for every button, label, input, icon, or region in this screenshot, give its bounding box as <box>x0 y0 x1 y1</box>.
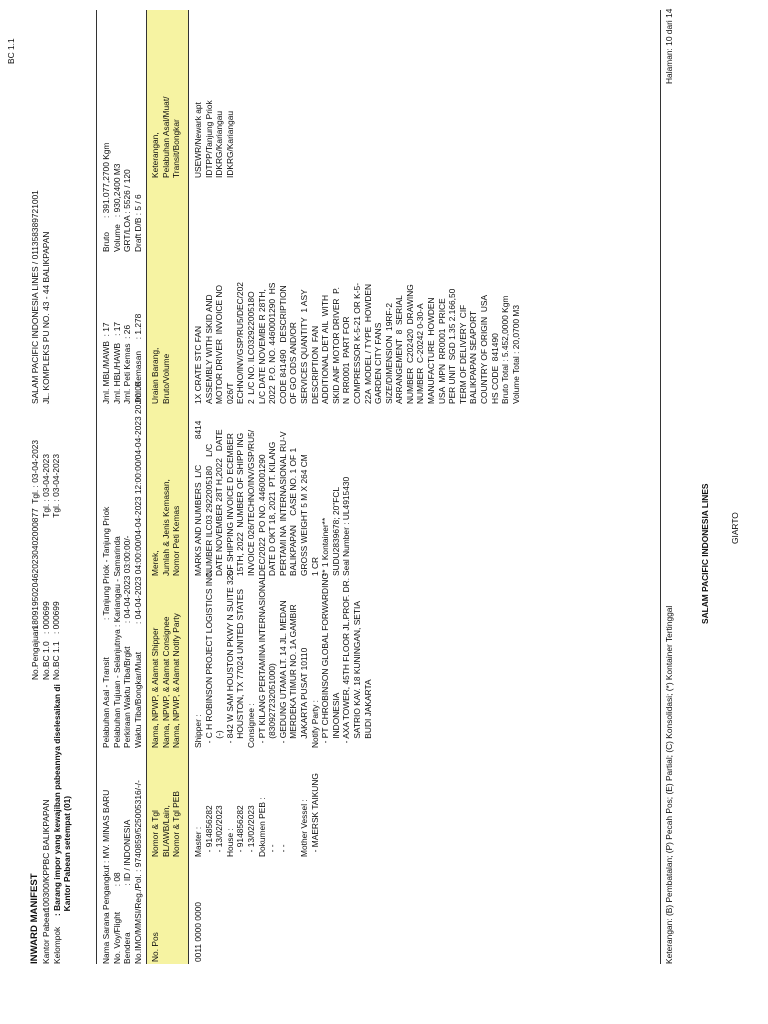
merek-line: INVOICE 026/TECHNO/INV/GSP/RU5/ <box>245 429 256 576</box>
imo-row: No.IMO/MMSI/Reg./Pol. : 9740859/525005316/-/- <box>132 780 143 964</box>
carrier-name: SALAM PACIFIC INDONESIA LINES / 011358389721001 <box>30 190 40 404</box>
row-parties-column <box>193 569 373 748</box>
keterangan-line: USEWR/Newark apt <box>193 102 203 178</box>
col-header-no-pos: No. Pos <box>150 932 160 962</box>
header-office-row: Kantor Pabean: 100300/KPPBC BALIKPAPAN <box>41 799 51 964</box>
grt-loa-row: GRT/LOA : 5526 / 120 <box>122 169 133 252</box>
page-label: BC 1.1 <box>6 38 16 64</box>
uraian-line: 1X CRATE STC FAN <box>193 325 203 404</box>
row-keterangan-column <box>193 100 235 178</box>
footer-page: Halaman: 10 dari 14 <box>664 8 674 84</box>
uraian-line: L/C DATE NOVEMBE R 28TH, <box>256 289 267 404</box>
merek-line: 15TH, 2022 NUMBER OF SHIPP ING <box>235 432 246 576</box>
party-line: (830927232051000) <box>267 663 278 748</box>
uraian-line: Bruto Total : 5.452,0000 Kgm <box>500 295 511 404</box>
uraian-line: CODE 841490 DESCRIPTION <box>277 285 288 404</box>
merek-line: GROSS WEIGHT 5 M X 264 CM <box>298 454 309 576</box>
merek-line: DEC/2022 PO NO. 4460001290 <box>256 454 267 576</box>
carrier-address: JL. KOMPLEKS PU NO. 43 - 44 BALIKPAPAN <box>40 231 51 404</box>
rule-footer <box>660 10 661 964</box>
party-line: Shipper : <box>193 714 203 748</box>
party-line: Consignee : <box>245 703 256 748</box>
party-line: SATRIO KAV. 18 KUNINGAN, SETIA <box>351 601 362 748</box>
uraian-line: 026/T <box>224 382 235 404</box>
uraian-line: ECHNO/INV/GSP/RU5/DEC/202 <box>235 282 246 404</box>
header-mid-block <box>30 440 62 680</box>
uraian-line: GARDEN CITY FANS <box>373 322 384 404</box>
uraian-line: 22A MODEL / TYPE HOWDEN <box>362 283 373 404</box>
bl-line: Mother Vessel : <box>298 799 309 857</box>
col-header-nomor: Nomor & Tgl BL/AWB/Lain, Nomor & Tgl PEB <box>150 791 182 857</box>
bl-line: - 13/02/2023 <box>245 805 256 857</box>
party-line: - GEDUNG UTAMA LT. 14 JL. MEDAN <box>277 600 288 748</box>
weight-info <box>101 143 143 252</box>
party-line: - AXA TOWER, 45TH FLOOR JL.PROF. DR. <box>341 577 352 748</box>
party-line: BUDI JAKARTA <box>362 679 373 748</box>
document-title: INWARD MANIFEST <box>29 873 40 964</box>
count-mbl-row: Jml. MBL/MAWB : 17 <box>101 322 111 404</box>
eta-row: Perkiraan Waktu Tiba/Brgkt : 04-04-2023 03:00:00/- <box>122 535 133 748</box>
draft-row: Draft D/B : 5 / 6 <box>132 194 143 252</box>
col-header-parties: Nama, NPWP, & Alamat Shipper Nama, NPWP, & Alamat Consignee Nama, NPWP, & Alamat Notify Party <box>150 613 182 748</box>
party-line: (-) <box>214 730 225 748</box>
count-info <box>101 314 143 404</box>
merek-line: SUDU2839678; 20"FCL <box>330 486 341 576</box>
party-line: - 842 W SAM HOUSTON PKWY N SUITE 325 <box>224 570 235 748</box>
uraian-line: DESCRIPTION FAN <box>309 325 320 404</box>
uraian-line: OF GO ODS AND/OR <box>288 322 299 404</box>
header-left-block <box>41 684 73 964</box>
party-line: JAKARTA PUSAT 10110 <box>298 647 309 748</box>
bl-line: - MAERSK TAIKUNG <box>309 773 320 857</box>
arrival-unload-row: Waktu Tiba/Bongkar/Muat : 04-04-2023 04:00:00/04-04-2023 12:00:00/04-04-2023 20:00:00 <box>132 381 143 748</box>
merek-line: OF SHIPPING INVOICE D ECEMBER <box>224 433 235 576</box>
uraian-line: SKID ANF MOTOR DRIVER P. <box>330 287 341 404</box>
uraian-line: ARRANGEMENT 8 SERIAL <box>394 295 405 404</box>
bl-line: Master : <box>193 826 203 857</box>
uraian-line: TERM OF DELIVERY CIF <box>457 304 468 404</box>
uraian-line: MANUFACTURE HOWDEN <box>426 297 437 404</box>
rule-header-bottom <box>188 10 189 964</box>
party-line: INDONESIA <box>330 692 341 748</box>
volume-row: Volume : 930,2400 M3 <box>111 163 122 252</box>
uraian-line: NUMBER C-20242 0-30-A <box>415 303 426 404</box>
merek-line: DATE D OKT 18, 2021 PT. KILANG <box>267 441 278 576</box>
bl-line: - 914856282 <box>203 805 214 857</box>
merek-line: PERTAMI NA INTERNASIONAL RU-V <box>277 431 288 576</box>
footer-note: Keterangan: (B) Pembatalan; (P) Pecah Pos; (E) Partial; (C) Konsolidasi; (*) Kontainer Tertinggal <box>664 605 674 964</box>
uraian-line: MOTOR DRIVER INVOICE NO <box>214 285 225 404</box>
rule-top <box>96 10 97 964</box>
uraian-line: PER UNIT SGD 1.35 2.166,50 <box>447 288 458 404</box>
uraian-line: 2 L/C NO. ILC03292200518O <box>245 291 256 404</box>
row-bl-column <box>193 773 320 857</box>
count-hbl-row: Jml. HBL/HAWB : 17 <box>111 321 122 404</box>
col-header-merek: Merek, Jumlah & Jenis Kemasan, Nomor Peti Kemas <box>150 479 182 576</box>
carrier-block <box>30 190 51 404</box>
uraian-line: Volume Total : 20,0700 M3 <box>510 304 521 404</box>
bl-line: - 13/02/2023 <box>214 805 225 857</box>
uraian-line: 2022 P.O. NO. 4460001290 HS <box>267 282 278 404</box>
header-group-row: Kelompok: Barang impor yang kewajiban pabeannya diselesaikan di <box>51 684 62 964</box>
route-destination-row: Pelabuhan Tujuan - Selanjutnya : Kariangau - Samarinda <box>111 536 122 748</box>
merek-line: DATE NOVEMBER 28T H,2022 DATE <box>214 429 225 576</box>
uraian-line: ADDITIONAL DET AIL WITH <box>320 294 331 404</box>
gross-weight-row: Bruto : 391.077,2700 Kgm <box>101 142 111 252</box>
bl-line <box>288 773 299 857</box>
bl-line: - - <box>267 844 278 857</box>
uraian-line: HS CODE 841490 <box>489 333 500 404</box>
footer-company: SALAM PACIFIC INDONESIA LINES <box>700 483 710 624</box>
flag-row: Bendera : ID / INDONESIA <box>122 819 133 964</box>
merek-line: BALIKPAPAN CASE NO. 1 OF 1 <box>288 447 299 576</box>
uraian-line: SIZE/DIMENSION 19RF-2 <box>383 303 394 404</box>
header-submission-row: No.Pengajuan: 18091950204620230402000877 Tgl. : 03-04-2023 <box>30 439 40 680</box>
party-line: Notify Party : <box>309 700 320 748</box>
header-bc11-row: No.BC 1.1: 000699 Tgl. : 03-04-2023 <box>51 454 62 680</box>
row-merek-column <box>193 421 352 576</box>
bl-line: - - <box>277 844 288 857</box>
merek-line: 1 CR <box>309 556 320 576</box>
party-line: - PT KILANG PERTAMINA INTERNASIONAL <box>256 574 267 748</box>
route-origin-row: Pelabuhan Asal - Transit : Tanjung Priok - Tanjung Priok <box>101 506 111 748</box>
uraian-line: N RR0001 PART FOR <box>341 316 352 404</box>
uraian-line: BALIKPAPAN SEAPORT <box>468 310 479 404</box>
uraian-line: COMPRESSOR K-5-21 OR K-5- <box>351 283 362 404</box>
uraian-line: NUMBER C202420 DRAWING <box>404 284 415 404</box>
merek-line: Seal Number : UL4915430 <box>341 476 352 576</box>
route-info <box>101 381 143 748</box>
party-line: - C H ROBINSON PROJECT LOGISTICS INC. <box>203 569 214 748</box>
uraian-line: USA MPN RR0001 PRICE <box>436 298 447 404</box>
col-header-keterangan: Keterangan, Pelabuhan Asal/Muat/ Transit/Bongkar <box>150 96 182 178</box>
keterangan-line: IDKRG/Kariangau <box>224 110 235 178</box>
bl-line: Dokumen PEB : <box>256 797 267 857</box>
uraian-line: COUNTRY OF ORIGIN USA <box>479 294 490 404</box>
footer-signer: GIARTO <box>730 512 740 544</box>
col-header-uraian: Uraian Barang, Bruto/Volume <box>150 347 171 404</box>
merek-line: ** 1 Kontainer** <box>320 517 331 576</box>
vessel-info <box>101 780 143 964</box>
merek-line: MARKS AND NUMBERS L/C 8414 <box>193 420 203 576</box>
bl-line: - 914856282 <box>235 805 246 857</box>
voyage-row: No. Voy/Flight : 08 <box>111 872 122 964</box>
bl-line: House : <box>224 828 235 857</box>
merek-line: NUMBER ILC03 2922005180 L/C <box>203 443 214 576</box>
party-line: - PT CHROBINSON GLOBAL FORWARDING <box>320 573 331 748</box>
rule-header-top <box>146 10 147 964</box>
uraian-line: SERVICES QUANTITY 1 ASY <box>298 289 309 404</box>
uraian-line: ASSEMBLY WITH SKID AND <box>203 294 214 404</box>
row-pos-number: 0011 0000 0000 <box>193 902 203 962</box>
header-group-row-2: Kantor Pabean setempat (01) <box>62 795 73 916</box>
keterangan-line: IDKRG/Kariangau <box>214 110 225 178</box>
party-line: HOUSTON, TX 77024 UNITED STATES <box>235 588 246 748</box>
count-package-row: Jml. Kemasan : 1.278 <box>132 313 143 404</box>
count-container-row: Jml. Peti Kemas : 26 <box>122 324 133 404</box>
vessel-name-row: Nama Sarana Pengangkut : MV. MINAS BARU <box>101 789 111 964</box>
header-bc10-row: No.BC 1.0: 000699 Tgl. : 03-04-2023 <box>40 454 51 680</box>
row-uraian-column <box>193 282 521 404</box>
party-line: MERDEKA TIMUR NO. 1A GAMBIR <box>288 604 299 748</box>
keterangan-line: IDTPP/Tanjung Priok <box>203 100 214 178</box>
